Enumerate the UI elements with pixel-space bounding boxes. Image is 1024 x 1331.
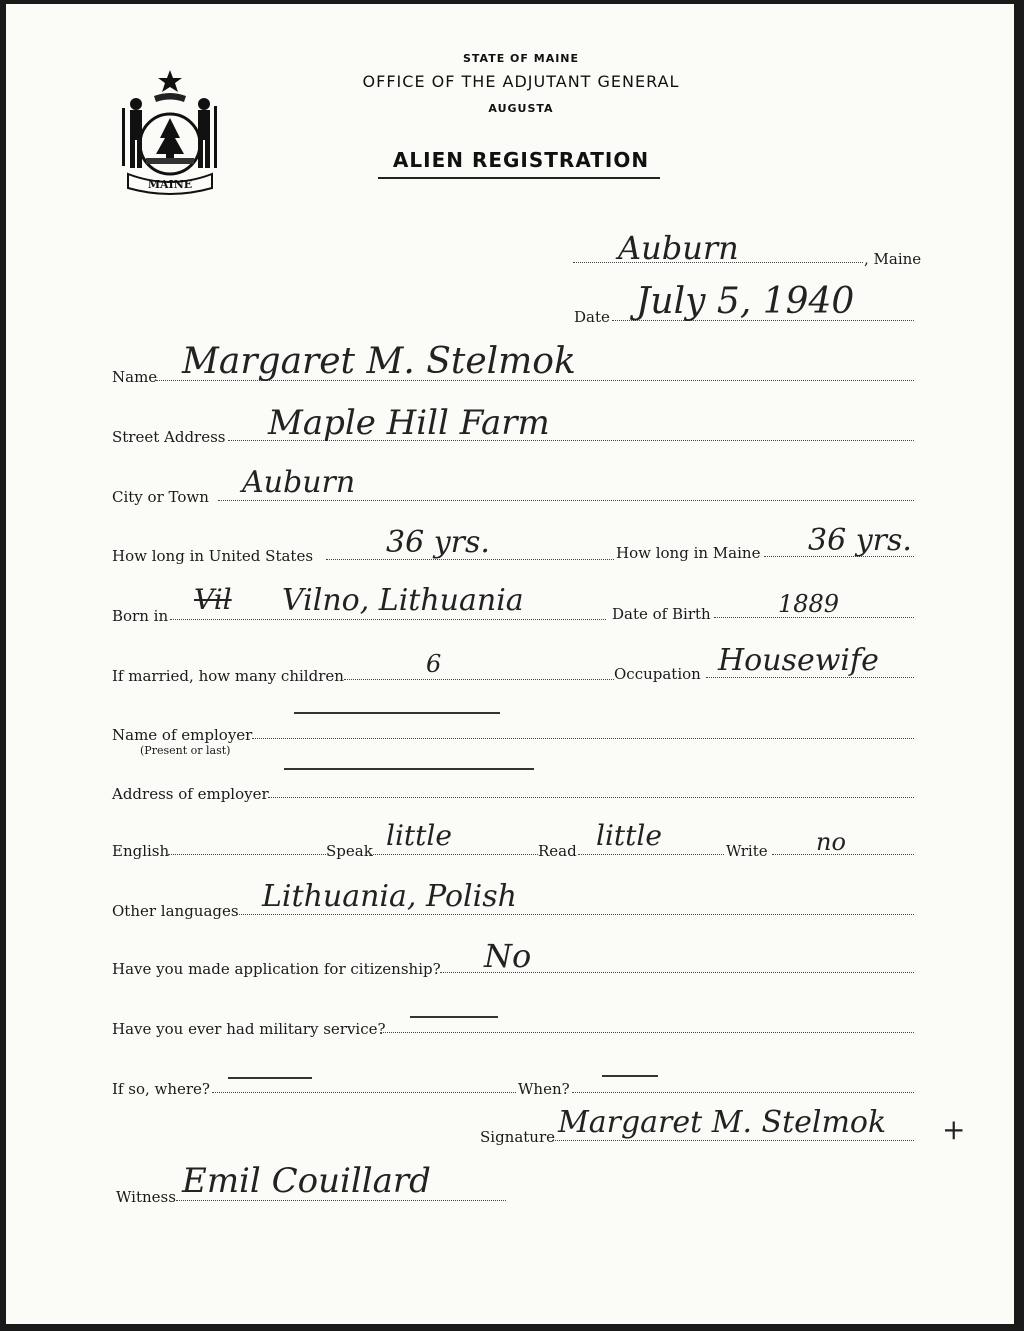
witness-label: Witness xyxy=(116,1188,176,1206)
date-value: July 5, 1940 xyxy=(636,281,855,322)
read-label: Read xyxy=(538,842,577,860)
occupation-value: Housewife xyxy=(718,643,879,678)
children-value: 6 xyxy=(426,650,442,678)
place-value: Auburn xyxy=(618,229,739,267)
maine-state-seal-icon xyxy=(114,66,226,198)
where-line xyxy=(212,1092,516,1093)
signature-label: Signature xyxy=(480,1128,556,1146)
military-label: Have you ever had military service? xyxy=(112,1020,386,1038)
military-dash xyxy=(410,1016,498,1018)
name-value: Margaret M. Stelmok xyxy=(182,341,576,382)
write-value: no xyxy=(816,828,846,856)
military-line xyxy=(380,1032,914,1033)
when-dash xyxy=(602,1075,658,1077)
where-label: If so, where? xyxy=(112,1080,210,1098)
employer-address-line xyxy=(268,797,914,798)
read-value: little xyxy=(596,819,662,852)
children-line xyxy=(344,679,614,680)
city-line xyxy=(218,500,914,501)
employer-address-dash xyxy=(284,768,534,770)
other-languages-label: Other languages xyxy=(112,902,239,920)
employer-line xyxy=(252,738,914,739)
office-heading: OFFICE OF THE ADJUTANT GENERAL xyxy=(362,72,680,91)
employer-label: Name of employer xyxy=(112,726,253,744)
citizenship-label: Have you made application for citizenship? xyxy=(112,960,441,978)
when-label: When? xyxy=(518,1080,570,1098)
witness-value: Emil Couillard xyxy=(182,1161,431,1201)
registration-form-page xyxy=(6,4,1014,1324)
children-label: If married, how many children xyxy=(112,667,344,685)
seal-text: MAINE xyxy=(147,178,193,191)
signature-value: Margaret M. Stelmok xyxy=(558,1105,887,1140)
city-value: Auburn xyxy=(242,465,356,500)
other-languages-line xyxy=(236,914,914,915)
where-dash xyxy=(228,1077,312,1079)
other-languages-value: Lithuania, Polish xyxy=(262,879,517,914)
place-suffix: , Maine xyxy=(864,250,922,268)
signature-mark: + xyxy=(942,1113,966,1146)
citizenship-value: No xyxy=(484,937,532,975)
title-underline xyxy=(378,177,660,179)
maine-time-value: 36 yrs. xyxy=(808,523,912,558)
english-label: English xyxy=(112,842,170,860)
form-title: ALIEN REGISTRATION xyxy=(392,148,650,172)
born-line xyxy=(170,619,606,620)
employer-address-label: Address of employer xyxy=(112,785,269,803)
born-struck-value: Vil xyxy=(194,583,232,616)
us-time-label: How long in United States xyxy=(112,547,314,565)
born-label: Born in xyxy=(112,607,169,625)
speak-label: Speak xyxy=(326,842,373,860)
employer-sublabel: (Present or last) xyxy=(140,744,231,757)
born-value: Vilno, Lithuania xyxy=(282,583,524,618)
city-heading: AUGUSTA xyxy=(488,102,554,115)
state-heading: STATE OF MAINE xyxy=(462,52,580,65)
dob-label: Date of Birth xyxy=(612,605,711,623)
name-label: Name xyxy=(112,368,158,386)
street-value: Maple Hill Farm xyxy=(268,403,550,443)
write-label: Write xyxy=(726,842,768,860)
city-label: City or Town xyxy=(112,488,209,506)
occupation-label: Occupation xyxy=(614,665,701,683)
street-label: Street Address xyxy=(112,428,226,446)
employer-dash xyxy=(294,712,500,714)
signature-line xyxy=(552,1140,914,1141)
dob-value: 1889 xyxy=(778,590,840,618)
maine-time-label: How long in Maine xyxy=(616,544,761,562)
speak-value: little xyxy=(386,819,452,852)
speak-line xyxy=(370,854,538,855)
read-line xyxy=(578,854,724,855)
date-label: Date xyxy=(574,308,610,326)
when-line xyxy=(572,1092,914,1093)
english-line xyxy=(168,854,326,855)
us-time-value: 36 yrs. xyxy=(386,525,490,560)
